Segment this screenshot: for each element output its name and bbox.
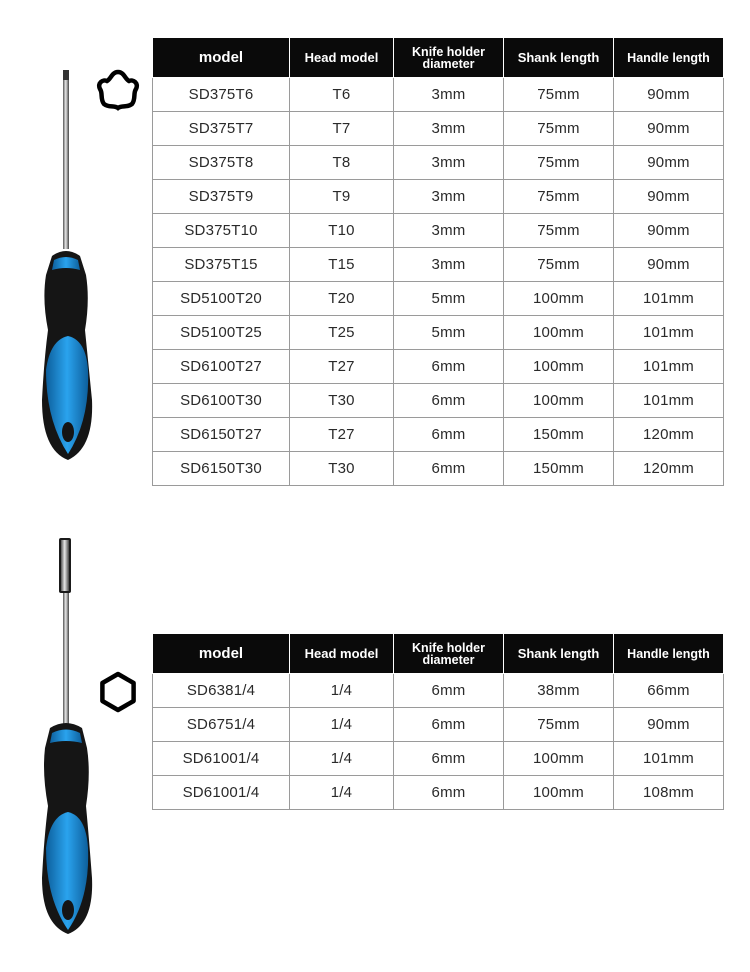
cell-head-model: T6 <box>290 78 394 112</box>
cell-handle-length: 90mm <box>614 214 724 248</box>
cell-model: SD6751/4 <box>153 708 290 742</box>
cell-diameter: 6mm <box>394 418 504 452</box>
hex-spec-table <box>152 633 724 810</box>
table-row <box>153 214 724 248</box>
cell-model: SD6100T30 <box>153 384 290 418</box>
cell-head-model: 1/4 <box>290 776 394 810</box>
cell-model: SD375T15 <box>153 248 290 282</box>
table-row <box>153 146 724 180</box>
cell-head-model: T27 <box>290 350 394 384</box>
cell-model: SD5100T25 <box>153 316 290 350</box>
cell-head-model: T25 <box>290 316 394 350</box>
cell-shank-length: 100mm <box>504 742 614 776</box>
cell-handle-length: 120mm <box>614 418 724 452</box>
table-row <box>153 452 724 486</box>
cell-handle-length: 90mm <box>614 146 724 180</box>
cell-model: SD61001/4 <box>153 776 290 810</box>
cell-shank-length: 100mm <box>504 282 614 316</box>
header-handle-length: Handle length <box>614 38 724 78</box>
cell-model: SD375T8 <box>153 146 290 180</box>
header-head-model: Head model <box>290 634 394 674</box>
cell-handle-length: 108mm <box>614 776 724 810</box>
cell-handle-length: 90mm <box>614 78 724 112</box>
cell-model: SD375T10 <box>153 214 290 248</box>
cell-diameter: 5mm <box>394 316 504 350</box>
cell-model: SD375T6 <box>153 78 290 112</box>
table-row <box>153 708 724 742</box>
cell-model: SD6381/4 <box>153 674 290 708</box>
cell-model: SD61001/4 <box>153 742 290 776</box>
cell-shank-length: 75mm <box>504 214 614 248</box>
cell-shank-length: 100mm <box>504 316 614 350</box>
table-row <box>153 776 724 810</box>
cell-model: SD6150T30 <box>153 452 290 486</box>
cell-shank-length: 75mm <box>504 78 614 112</box>
cell-diameter: 6mm <box>394 708 504 742</box>
cell-handle-length: 66mm <box>614 674 724 708</box>
cell-diameter: 6mm <box>394 384 504 418</box>
table-row <box>153 418 724 452</box>
cell-diameter: 3mm <box>394 248 504 282</box>
cell-shank-length: 75mm <box>504 146 614 180</box>
header-shank-length: Shank length <box>504 634 614 674</box>
cell-diameter: 6mm <box>394 776 504 810</box>
cell-diameter: 3mm <box>394 78 504 112</box>
torx-spec-table <box>152 37 724 486</box>
cell-diameter: 6mm <box>394 350 504 384</box>
table-row <box>153 350 724 384</box>
table-row <box>153 282 724 316</box>
header-knife-holder-line2: diameter <box>422 652 475 667</box>
cell-head-model: T20 <box>290 282 394 316</box>
header-knife-holder-line1: Knife holder <box>412 640 485 655</box>
cell-diameter: 6mm <box>394 452 504 486</box>
table-row <box>153 674 724 708</box>
cell-model: SD6150T27 <box>153 418 290 452</box>
cell-model: SD375T7 <box>153 112 290 146</box>
cell-model: SD375T9 <box>153 180 290 214</box>
cell-handle-length: 101mm <box>614 282 724 316</box>
cell-head-model: 1/4 <box>290 742 394 776</box>
table-row <box>153 112 724 146</box>
cell-shank-length: 75mm <box>504 708 614 742</box>
cell-head-model: T9 <box>290 180 394 214</box>
table-row <box>153 384 724 418</box>
cell-head-model: T30 <box>290 384 394 418</box>
cell-handle-length: 120mm <box>614 452 724 486</box>
table-row <box>153 78 724 112</box>
cell-shank-length: 38mm <box>504 674 614 708</box>
cell-shank-length: 150mm <box>504 452 614 486</box>
cell-shank-length: 75mm <box>504 248 614 282</box>
header-handle-length: Handle length <box>614 634 724 674</box>
hexagon-icon <box>96 670 140 714</box>
cell-handle-length: 90mm <box>614 112 724 146</box>
cell-head-model: 1/4 <box>290 708 394 742</box>
header-knife-holder-line1: Knife holder <box>412 44 485 59</box>
cell-diameter: 5mm <box>394 282 504 316</box>
cell-diameter: 3mm <box>394 146 504 180</box>
cell-head-model: T10 <box>290 214 394 248</box>
cell-handle-length: 101mm <box>614 350 724 384</box>
cell-diameter: 6mm <box>394 674 504 708</box>
torx-screwdriver-image <box>30 70 110 465</box>
cell-head-model: T27 <box>290 418 394 452</box>
cell-head-model: 1/4 <box>290 674 394 708</box>
header-head-model: Head model <box>290 38 394 78</box>
table-row <box>153 316 724 350</box>
header-model: model <box>153 38 290 78</box>
header-knife-holder-diameter <box>394 634 504 674</box>
cell-diameter: 3mm <box>394 214 504 248</box>
cell-handle-length: 101mm <box>614 742 724 776</box>
cell-head-model: T30 <box>290 452 394 486</box>
cell-handle-length: 90mm <box>614 248 724 282</box>
cell-head-model: T8 <box>290 146 394 180</box>
header-knife-holder-diameter <box>394 38 504 78</box>
hex-nut-driver-image <box>30 538 110 938</box>
cell-shank-length: 75mm <box>504 112 614 146</box>
header-knife-holder-line2: diameter <box>422 56 475 71</box>
cell-shank-length: 75mm <box>504 180 614 214</box>
cell-shank-length: 100mm <box>504 776 614 810</box>
cell-handle-length: 90mm <box>614 708 724 742</box>
cell-diameter: 6mm <box>394 742 504 776</box>
table-header-row <box>153 634 724 674</box>
cell-shank-length: 100mm <box>504 384 614 418</box>
cell-head-model: T7 <box>290 112 394 146</box>
table-header-row <box>153 38 724 78</box>
cell-diameter: 3mm <box>394 180 504 214</box>
cell-handle-length: 101mm <box>614 384 724 418</box>
header-model: model <box>153 634 290 674</box>
cell-shank-length: 150mm <box>504 418 614 452</box>
header-shank-length: Shank length <box>504 38 614 78</box>
cell-handle-length: 101mm <box>614 316 724 350</box>
cell-model: SD5100T20 <box>153 282 290 316</box>
table-row <box>153 248 724 282</box>
torx-star-icon <box>95 68 141 114</box>
table-row <box>153 742 724 776</box>
table-row <box>153 180 724 214</box>
cell-diameter: 3mm <box>394 112 504 146</box>
cell-shank-length: 100mm <box>504 350 614 384</box>
cell-handle-length: 90mm <box>614 180 724 214</box>
cell-head-model: T15 <box>290 248 394 282</box>
cell-model: SD6100T27 <box>153 350 290 384</box>
